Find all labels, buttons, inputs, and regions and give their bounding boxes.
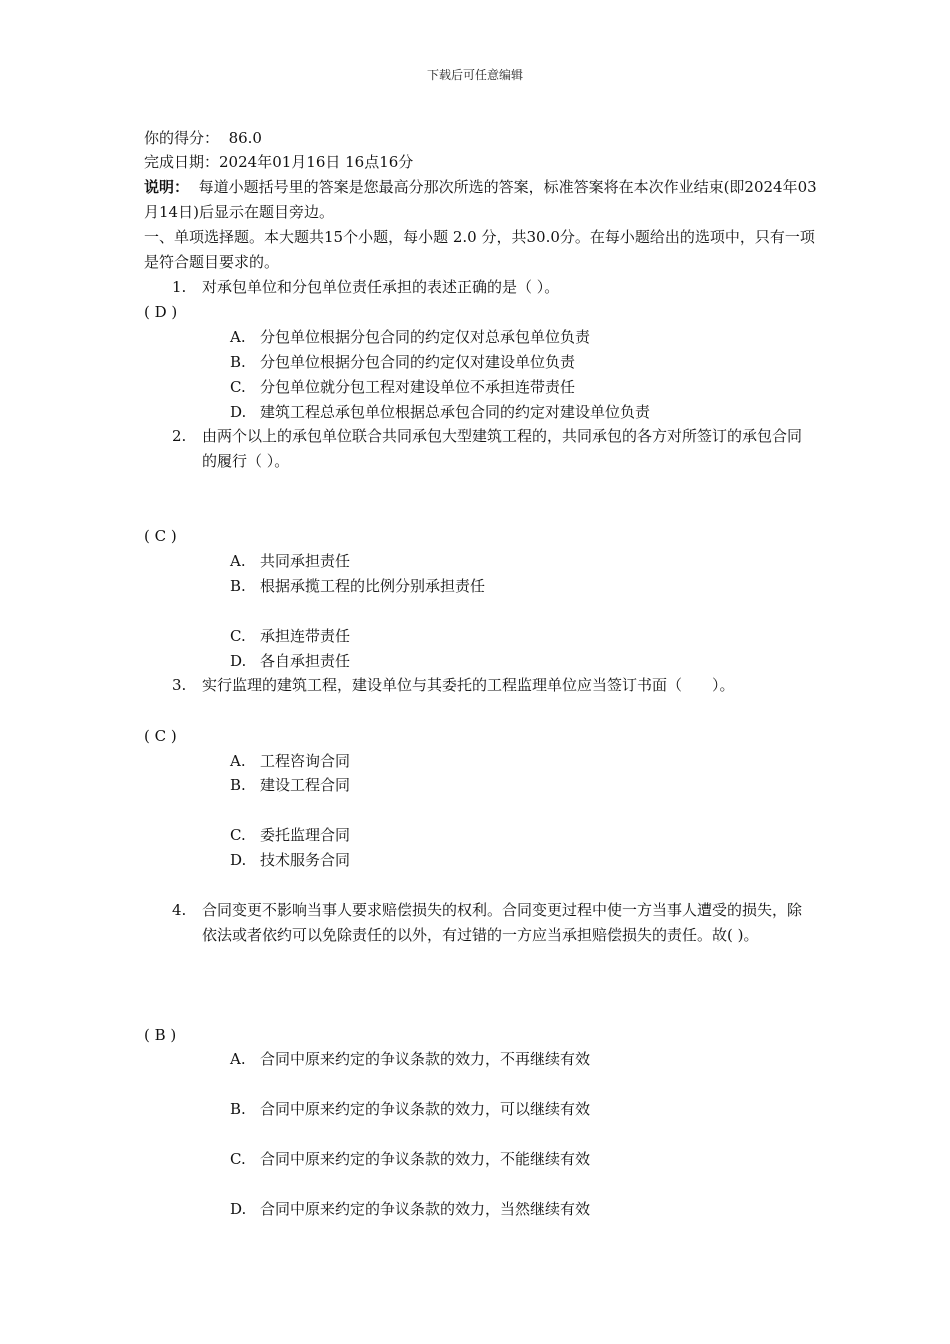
option-letter: B.: [230, 577, 246, 595]
option-letter: A.: [230, 328, 246, 346]
q1-option-b[interactable]: [230, 352, 575, 372]
option-text: 建筑工程总承包单位根据总承包合同的约定对建设单位负责: [260, 403, 651, 421]
option-letter: B.: [230, 776, 246, 794]
option-text: 分包单位根据分包合同的约定仅对建设单位负责: [260, 353, 576, 371]
answer-4: ( B ): [144, 1026, 177, 1044]
answer-3: ( C ): [144, 727, 177, 745]
question-text: 实行监理的建筑工程，建设单位与其委托的工程监理单位应当签订书面（ ）。: [202, 676, 735, 694]
q2-option-c[interactable]: [230, 626, 350, 646]
option-text: 技术服务合同: [260, 851, 351, 869]
question-text: 合同变更不影响当事人要求赔偿损失的权利。合同变更过程中使一方当事人遭受的损失，除依法或者依约可以免除责任的以外，有过错的一方应当承担赔偿损失的责任。故( )。: [202, 901, 803, 944]
score-line: [144, 128, 262, 148]
question-text: 对承包单位和分包单位责任承担的表述正确的是（ ）。: [202, 278, 560, 296]
option-text: 共同承担责任: [260, 552, 351, 570]
question-text: 由两个以上的承包单位联合共同承包大型建筑工程的，共同承包的各方对所签订的承包合同的履行（ ）。: [202, 427, 803, 470]
q2-option-a[interactable]: [230, 551, 350, 571]
note-paragraph: [144, 175, 824, 225]
answer-2: ( C ): [144, 527, 177, 545]
q1-option-a[interactable]: [230, 327, 590, 347]
q3-option-d[interactable]: [230, 850, 350, 870]
option-letter: D.: [230, 652, 247, 670]
option-text: 各自承担责任: [260, 652, 351, 670]
option-letter: C.: [230, 378, 246, 396]
q4-option-d[interactable]: [230, 1199, 590, 1219]
score-label: 你的得分：: [144, 129, 220, 147]
note-text: 每道小题括号里的答案是您最高分那次所选的答案，标准答案将在本次作业结束(即2024年03月14日)后显示在题目旁边。: [144, 178, 817, 221]
option-text: 委托监理合同: [260, 826, 351, 844]
option-text: 建设工程合同: [260, 776, 351, 794]
option-letter: D.: [230, 403, 247, 421]
option-letter: D.: [230, 1200, 247, 1218]
completion-line: [144, 152, 413, 172]
option-letter: C.: [230, 1150, 246, 1168]
option-letter: A.: [230, 552, 246, 570]
q4-option-b[interactable]: [230, 1099, 590, 1119]
option-text: 承担连带责任: [260, 627, 351, 645]
option-text: 合同中原来约定的争议条款的效力，当然继续有效: [260, 1200, 591, 1218]
answer-1: ( D ): [144, 303, 178, 321]
option-text: 合同中原来约定的争议条款的效力，不能继续有效: [260, 1150, 591, 1168]
option-letter: C.: [230, 627, 246, 645]
q4-option-a[interactable]: [230, 1049, 590, 1069]
question-1: [172, 275, 812, 300]
option-letter: B.: [230, 1100, 246, 1118]
q4-option-c[interactable]: [230, 1149, 590, 1169]
q3-option-b[interactable]: [230, 775, 350, 795]
question-number: 2.: [172, 427, 187, 445]
option-text: 根据承揽工程的比例分别承担责任: [260, 577, 486, 595]
question-number: 3.: [172, 676, 187, 694]
option-text: 分包单位就分包工程对建设单位不承担连带责任: [260, 378, 576, 396]
question-2: [172, 424, 812, 474]
option-letter: A.: [230, 1050, 246, 1068]
q3-option-c[interactable]: [230, 825, 350, 845]
question-3: [172, 673, 812, 698]
option-text: 合同中原来约定的争议条款的效力，不再继续有效: [260, 1050, 591, 1068]
completion-value: 2024年01月16日 16点16分: [219, 153, 414, 171]
option-letter: D.: [230, 851, 247, 869]
option-letter: B.: [230, 353, 246, 371]
option-text: 工程咨询合同: [260, 752, 351, 770]
option-letter: A.: [230, 752, 246, 770]
q3-option-a[interactable]: [230, 751, 350, 771]
question-number: 1.: [172, 278, 187, 296]
completion-label: 完成日期：: [144, 153, 220, 171]
question-4: [172, 898, 812, 948]
section-heading: 一、单项选择题。本大题共15个小题，每小题 2.0 分，共30.0分。在每小题给出的选项中，只有一项是符合题目要求的。: [144, 228, 815, 271]
option-text: 合同中原来约定的争议条款的效力，可以继续有效: [260, 1100, 591, 1118]
q1-option-c[interactable]: [230, 377, 575, 397]
note-label: 说明：: [144, 178, 190, 196]
score-value: 86.0: [228, 129, 262, 147]
q2-option-d[interactable]: [230, 651, 350, 671]
q2-option-b[interactable]: [230, 576, 485, 596]
q1-option-d[interactable]: [230, 402, 650, 422]
page-header: 下载后可任意编辑: [426, 68, 523, 82]
question-number: 4.: [172, 901, 187, 919]
option-text: 分包单位根据分包合同的约定仅对总承包单位负责: [260, 328, 591, 346]
option-letter: C.: [230, 826, 246, 844]
